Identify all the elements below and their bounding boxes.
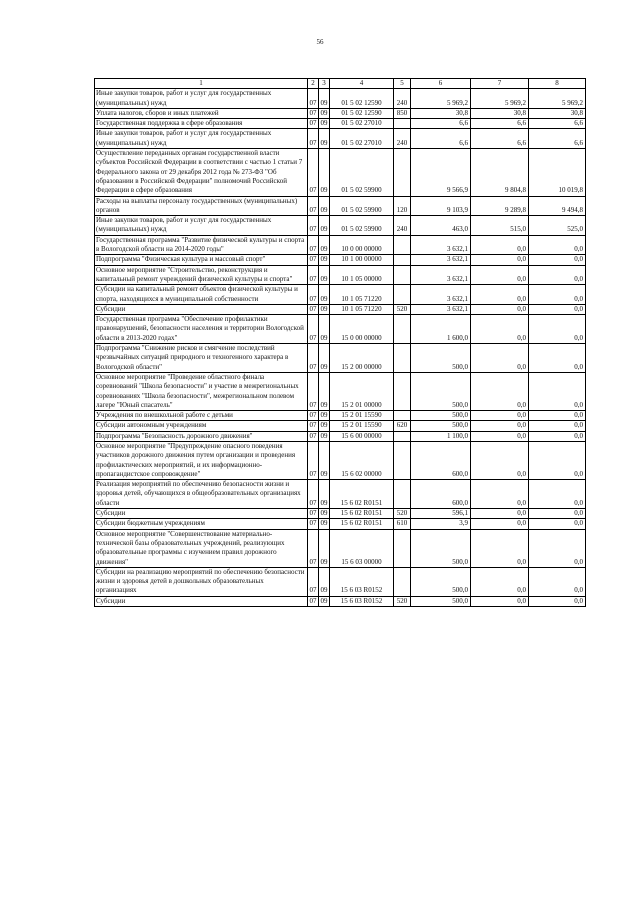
expense-type-cell: 610	[394, 519, 411, 529]
amount-year2-cell: 0,0	[471, 509, 529, 519]
amount-year3-cell: 0,0	[529, 255, 586, 265]
target-article-cell: 15 2 00 00000	[330, 344, 394, 373]
target-article-cell: 01 5 02 59900	[330, 216, 394, 236]
target-article-cell: 15 6 02 00000	[330, 441, 394, 479]
amount-year1-cell: 3 632,1	[411, 265, 471, 285]
target-article-cell: 01 5 02 12590	[330, 108, 394, 118]
section-code-cell: 07	[309, 108, 317, 117]
expense-type-cell	[394, 285, 411, 305]
section-code-cell: 07	[308, 216, 319, 236]
target-article-cell: 01 5 02 27010	[330, 129, 394, 149]
target-article-cell: 01 5 02 59900	[330, 149, 394, 196]
amount-year3-cell: 0,0	[529, 480, 586, 509]
row-name-cell: Субсидии автономным учреждениям	[95, 421, 308, 431]
row-name-cell: Иные закупки товаров, работ и услуг для государственных (муниципальных) нужд	[95, 89, 308, 109]
amount-year2-cell: 515,0	[471, 216, 529, 236]
amount-year2-cell: 6,6	[471, 129, 529, 149]
amount-year1-cell: 500,0	[411, 421, 471, 431]
expense-type-cell: 120	[394, 196, 411, 216]
amount-year3-cell: 0,0	[529, 519, 586, 529]
table-row	[95, 529, 586, 567]
expense-type-cell	[394, 372, 411, 410]
target-article-cell: 01 5 02 27010	[330, 119, 394, 129]
section-code-cell: 07	[308, 567, 319, 596]
amount-year1-cell: 500,0	[411, 344, 471, 373]
expense-type-cell	[394, 315, 411, 344]
subsection-code-cell: 09	[319, 265, 330, 285]
amount-year3-cell: 525,0	[529, 216, 586, 236]
table-row	[95, 431, 586, 441]
target-article-cell: 15 2 01 15590	[330, 421, 394, 431]
header-cell: 5	[394, 79, 411, 89]
amount-year3-cell: 0,0	[529, 441, 586, 479]
amount-year1-cell: 3 632,1	[411, 255, 471, 265]
expense-type-cell: 520	[394, 509, 411, 519]
amount-year1-cell: 3 632,1	[411, 285, 471, 305]
subsection-code-cell: 09	[319, 529, 330, 567]
amount-year3-cell: 0,0	[529, 372, 586, 410]
subsection-code-cell: 09	[320, 596, 328, 605]
table-row	[95, 235, 586, 255]
row-name-cell: Осуществление переданных органам государственной власти субъектов Российской Федерации в соответствии с частью 1 статьи 7 Федерального закона от 29 декабря 2012 года № 273-ФЗ "Об образовании в Российской Федерации" полномочий Российской Федерации в сфере образования	[95, 149, 308, 196]
row-name-cell: Расходы на выплаты персоналу государственных (муниципальных) органов	[95, 196, 308, 216]
amount-year1-cell: 1 100,0	[411, 431, 471, 441]
table-row	[95, 480, 586, 509]
table-row	[95, 411, 586, 421]
table-row	[95, 129, 586, 149]
amount-year3-cell: 6,6	[529, 119, 586, 129]
amount-year3-cell: 0,0	[529, 431, 586, 441]
table-row	[95, 119, 586, 129]
page-number: 56	[316, 38, 324, 46]
section-code-cell: 07	[309, 509, 317, 518]
amount-year1-cell: 600,0	[411, 441, 471, 479]
amount-year3-cell: 6,6	[529, 129, 586, 149]
table-row	[95, 519, 586, 529]
subsection-code-cell: 09	[319, 441, 330, 479]
amount-year2-cell: 9 804,8	[471, 149, 529, 196]
section-code-cell: 07	[308, 315, 319, 344]
expense-type-cell: 240	[394, 89, 411, 109]
budget-table	[94, 78, 586, 607]
row-name-cell: Основное мероприятие "Предупреждение опасного поведения участников дорожного движения путем организации и проведения профилактических мероприятий, и их информационно-пропагандистское сопровождение"	[95, 441, 308, 479]
row-name-cell: Учреждения по внешкольной работе с детьми	[95, 411, 308, 421]
amount-year1-cell: 3 632,1	[411, 304, 471, 314]
amount-year1-cell: 6,6	[411, 129, 471, 149]
amount-year3-cell: 0,0	[529, 304, 586, 314]
amount-year3-cell: 0,0	[529, 596, 586, 606]
subsection-code-cell: 09	[319, 567, 330, 596]
amount-year3-cell: 0,0	[529, 509, 586, 519]
expense-type-cell: 240	[394, 216, 411, 236]
target-article-cell: 15 6 02 R0151	[330, 509, 394, 519]
row-name-cell: Подпрограмма "Безопасность дорожного движения"	[95, 431, 308, 441]
header-cell: 6	[411, 79, 471, 89]
subsection-code-cell: 09	[320, 421, 328, 430]
row-name-cell: Государственная поддержка в сфере образования	[95, 119, 308, 129]
target-article-cell: 15 6 03 00000	[330, 529, 394, 567]
subsection-code-cell: 09	[319, 285, 330, 305]
section-code-cell: 07	[309, 596, 317, 605]
target-article-cell: 10 1 05 71220	[330, 285, 394, 305]
subsection-code-cell: 09	[320, 304, 328, 313]
table-row	[95, 89, 586, 109]
subsection-code-cell: 09	[320, 108, 328, 117]
header-cell: 7	[471, 79, 529, 89]
amount-year1-cell: 5 969,2	[411, 89, 471, 109]
table-row	[95, 149, 586, 196]
header-cell: 4	[330, 79, 394, 89]
expense-type-cell	[394, 567, 411, 596]
table-header-row	[95, 79, 586, 89]
header-cell: 1	[95, 79, 308, 89]
amount-year2-cell: 0,0	[471, 411, 529, 421]
amount-year2-cell: 0,0	[471, 421, 529, 431]
table-row	[95, 596, 586, 606]
amount-year1-cell: 6,6	[411, 119, 471, 129]
amount-year2-cell: 0,0	[471, 441, 529, 479]
amount-year2-cell: 0,0	[471, 431, 529, 441]
table-row	[95, 509, 586, 519]
amount-year3-cell: 0,0	[529, 411, 586, 421]
expense-type-cell	[394, 265, 411, 285]
amount-year2-cell: 5 969,2	[471, 89, 529, 109]
amount-year1-cell: 3,9	[411, 519, 471, 529]
expense-type-cell	[394, 411, 411, 421]
table-row	[95, 196, 586, 216]
table-row	[95, 304, 586, 314]
expense-type-cell: 620	[394, 421, 411, 431]
amount-year2-cell: 0,0	[471, 567, 529, 596]
amount-year3-cell: 0,0	[529, 421, 586, 431]
expense-type-cell	[394, 255, 411, 265]
amount-year3-cell: 0,0	[529, 567, 586, 596]
row-name-cell: Субсидии на капитальный ремонт объектов физической культуры и спорта, находящихся в муниципальной собственности	[95, 285, 308, 305]
target-article-cell: 15 6 03 R0152	[330, 567, 394, 596]
target-article-cell: 15 2 01 00000	[330, 372, 394, 410]
amount-year2-cell: 0,0	[471, 519, 529, 529]
row-name-cell: Основное мероприятие "Строительство, реконструкция и капитальный ремонт учреждений физической культуры и спорта"	[95, 265, 308, 285]
row-name-cell: Субсидии	[95, 304, 308, 314]
row-name-cell: Иные закупки товаров, работ и услуг для государственных (муниципальных) нужд	[95, 129, 308, 149]
amount-year2-cell: 0,0	[471, 596, 529, 606]
expense-type-cell	[394, 119, 411, 129]
expense-type-cell	[394, 441, 411, 479]
section-code-cell: 07	[308, 480, 319, 509]
table-row	[95, 567, 586, 596]
table-row	[95, 255, 586, 265]
amount-year3-cell: 5 969,2	[529, 89, 586, 109]
target-article-cell: 10 1 00 00000	[330, 255, 394, 265]
amount-year1-cell: 30,8	[411, 108, 471, 118]
subsection-code-cell: 09	[320, 255, 328, 264]
expense-type-cell	[394, 529, 411, 567]
amount-year3-cell: 0,0	[529, 235, 586, 255]
amount-year2-cell: 30,8	[471, 108, 529, 118]
target-article-cell: 01 5 02 59900	[330, 196, 394, 216]
subsection-code-cell: 09	[319, 149, 330, 196]
subsection-code-cell: 09	[320, 519, 328, 528]
target-article-cell: 10 1 05 00000	[330, 265, 394, 285]
target-article-cell: 15 6 00 00000	[330, 431, 394, 441]
section-code-cell: 07	[309, 421, 317, 430]
section-code-cell: 07	[308, 89, 319, 109]
target-article-cell: 01 5 02 12590	[330, 89, 394, 109]
expense-type-cell	[394, 149, 411, 196]
table-row	[95, 441, 586, 479]
amount-year3-cell: 10 019,8	[529, 149, 586, 196]
subsection-code-cell: 09	[319, 235, 330, 255]
section-code-cell: 07	[309, 119, 317, 128]
target-article-cell: 15 6 02 R0151	[330, 519, 394, 529]
expense-type-cell: 520	[394, 304, 411, 314]
expense-type-cell	[394, 431, 411, 441]
section-code-cell: 07	[309, 431, 317, 440]
amount-year1-cell: 3 632,1	[411, 235, 471, 255]
amount-year2-cell: 0,0	[471, 480, 529, 509]
section-code-cell: 07	[308, 196, 319, 216]
row-name-cell: Субсидии на реализацию мероприятий по обеспечению безопасности жизни и здоровья детей в дошкольных образовательных организациях	[95, 567, 308, 596]
row-name-cell: Уплата налогов, сборов и иных платежей	[95, 108, 308, 118]
amount-year2-cell: 0,0	[471, 255, 529, 265]
target-article-cell: 10 0 00 00000	[330, 235, 394, 255]
amount-year2-cell: 0,0	[471, 372, 529, 410]
row-name-cell: Иные закупки товаров, работ и услуг для государственных (муниципальных) нужд	[95, 216, 308, 236]
amount-year3-cell: 0,0	[529, 265, 586, 285]
table-row	[95, 315, 586, 344]
header-cell: 3	[319, 79, 330, 89]
amount-year2-cell: 0,0	[471, 529, 529, 567]
amount-year1-cell: 600,0	[411, 480, 471, 509]
table-row	[95, 344, 586, 373]
target-article-cell: 15 0 00 00000	[330, 315, 394, 344]
section-code-cell: 07	[309, 255, 317, 264]
header-cell: 8	[529, 79, 586, 89]
target-article-cell: 10 1 05 71220	[330, 304, 394, 314]
row-name-cell: Субсидии бюджетным учреждениям	[95, 519, 308, 529]
expense-type-cell: 240	[394, 129, 411, 149]
row-name-cell: Основное мероприятие "Проведение областного финала соревнований "Школа безопасности" и участие в межрегиональных соревнованиях "Школа безопасности", межрегиональном полевом лагере "Юный спасатель"	[95, 372, 308, 410]
section-code-cell: 07	[308, 372, 319, 410]
target-article-cell: 15 2 01 15590	[330, 411, 394, 421]
expense-type-cell	[394, 344, 411, 373]
row-name-cell: Реализация мероприятий по обеспечению безопасности жизни и здоровья детей, обучающихся в общеобразовательных организациях области	[95, 480, 308, 509]
row-name-cell: Подпрограмма "Снижение рисков и смягчение последствий чрезвычайных ситуаций природного и техногенного характера в Вологодской области"	[95, 344, 308, 373]
amount-year1-cell: 1 600,0	[411, 315, 471, 344]
subsection-code-cell: 09	[319, 196, 330, 216]
target-article-cell: 15 6 02 R0151	[330, 480, 394, 509]
header-cell: 2	[308, 79, 319, 89]
row-name-cell: Основное мероприятие "Совершенствование материально-технической базы образовательных учреждений, реализующих образовательные программы с изучением правил дорожного движения"	[95, 529, 308, 567]
amount-year3-cell: 9 494,8	[529, 196, 586, 216]
table-row	[95, 108, 586, 118]
subsection-code-cell: 09	[319, 315, 330, 344]
row-name-cell: Субсидии	[95, 509, 308, 519]
section-code-cell: 07	[308, 344, 319, 373]
section-code-cell: 07	[309, 411, 317, 420]
section-code-cell: 07	[309, 519, 317, 528]
subsection-code-cell: 09	[319, 129, 330, 149]
amount-year2-cell: 9 289,8	[471, 196, 529, 216]
subsection-code-cell: 09	[320, 431, 328, 440]
amount-year2-cell: 0,0	[471, 304, 529, 314]
amount-year3-cell: 0,0	[529, 344, 586, 373]
section-code-cell: 07	[308, 285, 319, 305]
section-code-cell: 07	[308, 235, 319, 255]
row-name-cell: Подпрограмма "Физическая культура и массовый спорт"	[95, 255, 308, 265]
section-code-cell: 07	[308, 441, 319, 479]
subsection-code-cell: 09	[319, 216, 330, 236]
table-row	[95, 216, 586, 236]
subsection-code-cell: 09	[320, 411, 328, 420]
subsection-code-cell: 09	[320, 509, 328, 518]
amount-year1-cell: 500,0	[411, 596, 471, 606]
target-article-cell: 15 6 03 R0152	[330, 596, 394, 606]
amount-year2-cell: 0,0	[471, 315, 529, 344]
amount-year1-cell: 500,0	[411, 529, 471, 567]
expense-type-cell	[394, 235, 411, 255]
amount-year1-cell: 500,0	[411, 411, 471, 421]
amount-year3-cell: 0,0	[529, 315, 586, 344]
row-name-cell: Государственная программа "Обеспечение профилактики правонарушений, безопасности населения и территории Вологодской области в 2013-2020 годах"	[95, 315, 308, 344]
amount-year2-cell: 0,0	[471, 344, 529, 373]
subsection-code-cell: 09	[319, 480, 330, 509]
table-row	[95, 285, 586, 305]
row-name-cell: Субсидии	[95, 596, 308, 606]
expense-type-cell: 850	[394, 108, 411, 118]
section-code-cell: 07	[308, 265, 319, 285]
expense-type-cell	[394, 480, 411, 509]
table-row	[95, 421, 586, 431]
row-name-cell: Государственная программа "Развитие физической культуры и спорта в Вологодской области на 2014-2020 годы"	[95, 235, 308, 255]
table-row	[95, 265, 586, 285]
amount-year1-cell: 500,0	[411, 567, 471, 596]
section-code-cell: 07	[308, 129, 319, 149]
amount-year3-cell: 0,0	[529, 285, 586, 305]
amount-year2-cell: 0,0	[471, 285, 529, 305]
table-row	[95, 372, 586, 410]
amount-year3-cell: 30,8	[529, 108, 586, 118]
amount-year1-cell: 463,0	[411, 216, 471, 236]
amount-year1-cell: 9 103,9	[411, 196, 471, 216]
amount-year3-cell: 0,0	[529, 529, 586, 567]
expense-type-cell: 520	[394, 596, 411, 606]
amount-year2-cell: 0,0	[471, 265, 529, 285]
amount-year2-cell: 0,0	[471, 235, 529, 255]
subsection-code-cell: 09	[320, 119, 328, 128]
subsection-code-cell: 09	[319, 372, 330, 410]
subsection-code-cell: 09	[319, 344, 330, 373]
amount-year1-cell: 9 566,9	[411, 149, 471, 196]
subsection-code-cell: 09	[319, 89, 330, 109]
amount-year2-cell: 6,6	[471, 119, 529, 129]
section-code-cell: 07	[309, 304, 317, 313]
amount-year1-cell: 596,1	[411, 509, 471, 519]
section-code-cell: 07	[308, 529, 319, 567]
amount-year1-cell: 500,0	[411, 372, 471, 410]
section-code-cell: 07	[308, 149, 319, 196]
